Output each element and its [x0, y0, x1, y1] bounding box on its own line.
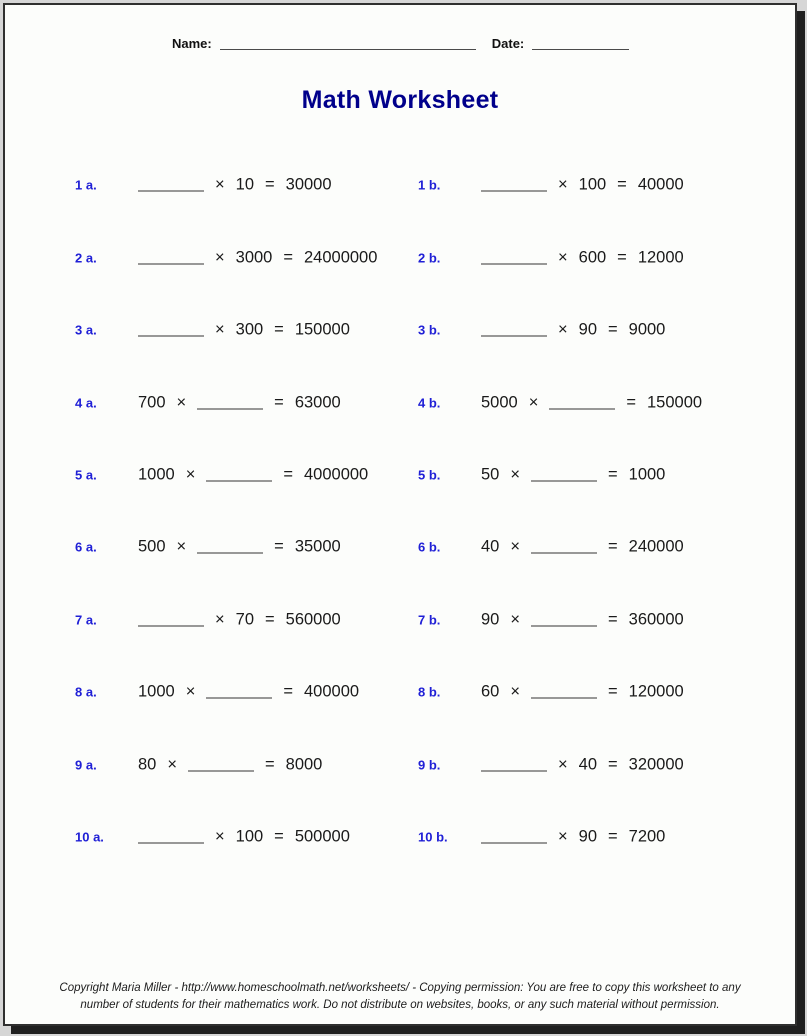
problem-number-label: 7 a.: [75, 612, 97, 628]
times-sign: ×: [558, 320, 568, 339]
problem: [75, 683, 359, 702]
factor: 500: [138, 537, 166, 556]
factor: 90: [578, 827, 597, 846]
problem-number-label: 3 b.: [418, 322, 441, 338]
problem-number-label: 6 b.: [418, 539, 441, 555]
factor: 100: [578, 175, 607, 194]
times-sign: ×: [215, 320, 225, 339]
factor: 1000: [138, 682, 175, 701]
product: 4000000: [304, 465, 369, 484]
product: 9000: [628, 320, 666, 339]
answer-blank: [197, 396, 263, 409]
problem-row: [5, 801, 795, 873]
equals-sign: =: [608, 610, 618, 629]
problem: [75, 248, 377, 267]
factor: 40: [578, 755, 597, 774]
product: 12000: [637, 248, 684, 267]
answer-blank: [531, 468, 597, 481]
times-sign: ×: [510, 610, 520, 629]
problem: [75, 610, 341, 629]
equation: [481, 683, 684, 702]
equals-sign: =: [608, 465, 618, 484]
equals-sign: =: [617, 248, 627, 267]
factor: 90: [578, 320, 597, 339]
problem-number-label: 7 b.: [418, 612, 441, 628]
equals-sign: =: [265, 755, 275, 774]
factor: 600: [578, 248, 607, 267]
problem: [75, 538, 341, 557]
date-label: Date:: [491, 36, 525, 51]
date-blank-line: [532, 37, 629, 50]
problem-row: [5, 584, 795, 656]
problem-row: [5, 656, 795, 728]
product: 120000: [628, 682, 684, 701]
problem: [418, 610, 684, 629]
times-sign: ×: [185, 465, 196, 484]
equation: [138, 755, 322, 774]
answer-blank: [531, 541, 597, 554]
equation: [481, 828, 665, 847]
answer-blank: [481, 324, 547, 337]
factor: 40: [481, 537, 500, 556]
product: 400000: [304, 682, 360, 701]
problem-row: [5, 439, 795, 511]
answer-blank: [206, 468, 272, 481]
equation: [138, 465, 368, 484]
product: 8000: [285, 755, 323, 774]
problem-number-label: 4 b.: [418, 395, 441, 411]
product: 240000: [628, 537, 684, 556]
problem-number-label: 5 b.: [418, 467, 441, 483]
page-title: Math Worksheet: [301, 86, 499, 114]
name-date-row: [172, 35, 629, 51]
problem-row: [5, 729, 795, 801]
equation: [481, 465, 665, 484]
name-label: Name:: [172, 36, 212, 51]
product: 30000: [285, 175, 332, 194]
problem: [418, 828, 665, 847]
problem-number-label: 1 a.: [75, 177, 97, 193]
worksheet-page: [3, 3, 797, 1026]
factor: 100: [235, 827, 264, 846]
problem: [75, 176, 332, 195]
times-sign: ×: [558, 827, 568, 846]
equation: [481, 610, 684, 629]
problem: [418, 393, 702, 412]
problem: [418, 321, 665, 340]
product: 1000: [628, 465, 666, 484]
equals-sign: =: [608, 827, 618, 846]
equals-sign: =: [265, 610, 275, 629]
equation: [138, 683, 359, 702]
problem-number-label: 9 a.: [75, 757, 97, 773]
product: 320000: [628, 755, 684, 774]
equation: [138, 248, 377, 267]
equals-sign: =: [283, 682, 293, 701]
problem: [418, 538, 684, 557]
problem: [418, 755, 684, 774]
factor: 300: [235, 320, 264, 339]
times-sign: ×: [558, 755, 568, 774]
times-sign: ×: [510, 465, 520, 484]
product: 150000: [294, 320, 350, 339]
product: 360000: [628, 610, 684, 629]
problem-number-label: 5 a.: [75, 467, 97, 483]
answer-blank: [481, 179, 547, 192]
factor: 50: [481, 465, 500, 484]
equals-sign: =: [274, 537, 284, 556]
problem: [75, 755, 322, 774]
times-sign: ×: [215, 827, 225, 846]
equation: [481, 755, 684, 774]
problem: [75, 465, 368, 484]
times-sign: ×: [528, 393, 539, 412]
times-sign: ×: [176, 393, 187, 412]
answer-blank: [138, 251, 204, 264]
equation: [481, 248, 684, 267]
factor: 700: [138, 393, 166, 412]
product: 24000000: [304, 248, 378, 267]
factor: 5000: [481, 393, 518, 412]
equation: [481, 538, 684, 557]
problem-number-label: 1 b.: [418, 177, 441, 193]
factor: 10: [235, 175, 254, 194]
product: 500000: [294, 827, 350, 846]
problem-row: [5, 366, 795, 438]
equation: [481, 176, 684, 195]
product: 40000: [637, 175, 684, 194]
equals-sign: =: [617, 175, 627, 194]
answer-blank: [138, 613, 204, 626]
equation: [138, 610, 341, 629]
equation: [138, 176, 332, 195]
product: 7200: [628, 827, 666, 846]
problem: [418, 176, 684, 195]
equals-sign: =: [608, 755, 618, 774]
problem: [75, 828, 350, 847]
factor: 60: [481, 682, 500, 701]
equation: [138, 321, 350, 340]
answer-blank: [481, 251, 547, 264]
equals-sign: =: [274, 320, 284, 339]
times-sign: ×: [215, 175, 225, 194]
answer-blank: [138, 831, 204, 844]
answer-blank: [549, 396, 615, 409]
times-sign: ×: [510, 537, 520, 556]
answer-blank: [138, 324, 204, 337]
equals-sign: =: [283, 248, 293, 267]
times-sign: ×: [558, 248, 568, 267]
problem-number-label: 9 b.: [418, 757, 441, 773]
problem-number-label: 8 a.: [75, 684, 97, 700]
answer-blank: [188, 758, 254, 771]
equation: [481, 393, 702, 412]
problem: [418, 683, 684, 702]
times-sign: ×: [510, 682, 520, 701]
times-sign: ×: [176, 537, 187, 556]
copyright-line: Copyright Maria Miller - http://www.homeschoolmath.net/worksheets/ - Copying permission: You are free to copy this worksheet to any: [59, 982, 741, 994]
answer-blank: [531, 613, 597, 626]
problem: [418, 465, 665, 484]
copyright-footer: [5, 980, 795, 1014]
factor: 90: [481, 610, 500, 629]
problem-number-label: 8 b.: [418, 684, 441, 700]
factor: 3000: [235, 248, 273, 267]
problem-row: [5, 294, 795, 366]
times-sign: ×: [215, 610, 225, 629]
problem-number-label: 2 a.: [75, 250, 97, 266]
times-sign: ×: [558, 175, 568, 194]
equation: [481, 321, 665, 340]
problem-number-label: 2 b.: [418, 250, 441, 266]
copyright-line: number of students for their mathematics work. Do not distribute on websites, books, or any such material without permission.: [80, 999, 720, 1011]
equals-sign: =: [608, 537, 618, 556]
equation: [138, 828, 350, 847]
factor: 1000: [138, 465, 175, 484]
problem: [75, 321, 350, 340]
answer-blank: [531, 686, 597, 699]
name-blank-line: [220, 37, 476, 50]
problems: [5, 149, 795, 873]
times-sign: ×: [215, 248, 225, 267]
equation: [138, 393, 341, 412]
problem-row: [5, 221, 795, 293]
problem-number-label: 4 a.: [75, 395, 97, 411]
equals-sign: =: [274, 827, 284, 846]
problem-row: [5, 511, 795, 583]
product: 35000: [294, 537, 341, 556]
product: 63000: [294, 393, 341, 412]
answer-blank: [138, 179, 204, 192]
problem-number-label: 10 a.: [75, 829, 104, 845]
equals-sign: =: [283, 465, 293, 484]
product: 150000: [647, 393, 703, 412]
product: 560000: [285, 610, 341, 629]
answer-blank: [481, 758, 547, 771]
equals-sign: =: [626, 393, 636, 412]
problem-number-label: 6 a.: [75, 539, 97, 555]
factor: 80: [138, 755, 157, 774]
problem-number-label: 10 b.: [418, 829, 448, 845]
answer-blank: [206, 686, 272, 699]
factor: 70: [235, 610, 254, 629]
answer-blank: [481, 831, 547, 844]
equation: [138, 538, 341, 557]
times-sign: ×: [167, 755, 177, 774]
equals-sign: =: [265, 175, 275, 194]
problem-number-label: 3 a.: [75, 322, 97, 338]
answer-blank: [197, 541, 263, 554]
problem: [75, 393, 341, 412]
equals-sign: =: [608, 682, 618, 701]
equals-sign: =: [608, 320, 618, 339]
equals-sign: =: [274, 393, 284, 412]
problem: [418, 248, 684, 267]
times-sign: ×: [185, 682, 196, 701]
problem-row: [5, 149, 795, 221]
